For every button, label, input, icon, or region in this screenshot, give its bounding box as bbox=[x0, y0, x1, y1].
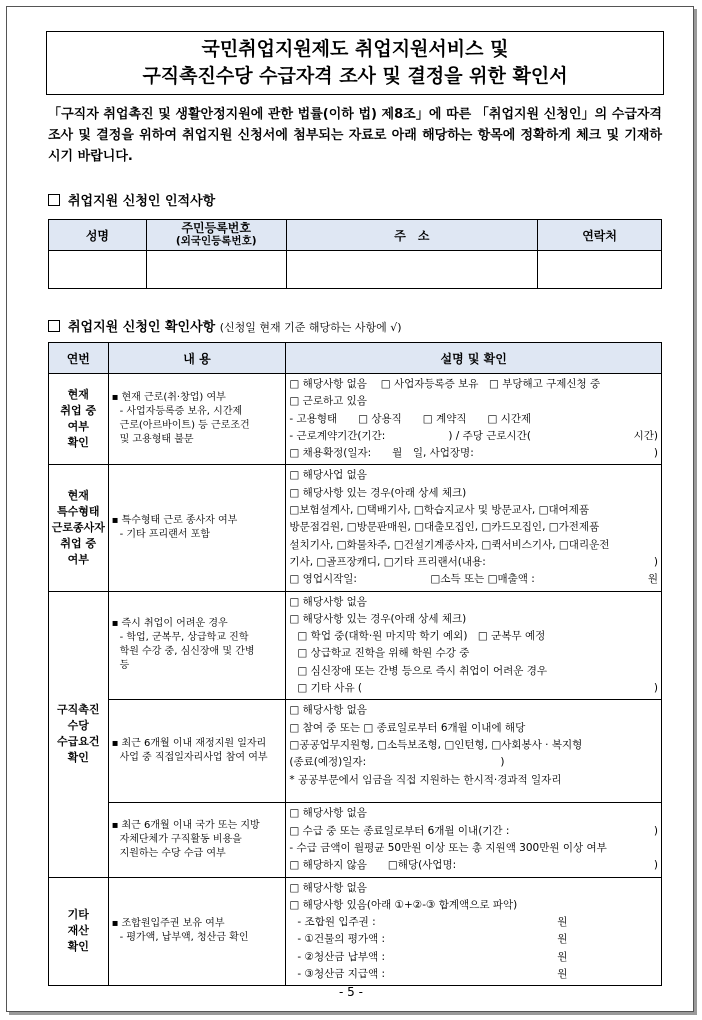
page-number: - 5 - bbox=[339, 985, 363, 999]
name-field[interactable] bbox=[49, 251, 147, 289]
header-rrn-label: 주민등록번호 bbox=[181, 221, 251, 235]
address-field[interactable] bbox=[286, 251, 538, 289]
row3c-content: ▪ 최근 6개월 이내 국가 또는 지방 자체단체가 구직활동 비용을 지원하는 수당 수급 여부 bbox=[108, 803, 286, 877]
row3b-content: ▪ 최근 6개월 이내 재정지원 일자리 사업 중 직접일자리사업 참여 여부 bbox=[108, 700, 286, 803]
row3c-explain[interactable]: □ 해당사항 없음 □ 수급 중 또는 종료일로부터 6개월 이내(기간 : ) - 수급 금액이 월평균 50만원 이상 또는 총 지원액 300만원 이상 여부 □ 해당하지 않음 □해당(사업명: ) bbox=[286, 803, 662, 877]
header-name: 성명 bbox=[49, 220, 147, 251]
row3-label: 구직촉진 수당 수급요건 확인 bbox=[49, 591, 109, 877]
confirmation-table bbox=[48, 342, 662, 986]
row-special-employment bbox=[49, 465, 662, 591]
header-contact: 연락처 bbox=[538, 220, 662, 251]
header-rrn-sub: (외국인등록번호) bbox=[175, 235, 257, 247]
row-job-seeking-a bbox=[49, 591, 662, 700]
document-title bbox=[46, 31, 664, 95]
title-line-2: 구직촉진수당 수급자격 조사 및 결정을 위한 확인서 bbox=[142, 65, 568, 87]
row2-content: ▪ 특수형태 근로 종사자 여부 - 기타 프리랜서 포함 bbox=[108, 465, 286, 591]
title-line-1: 국민취업지원제도 취업지원서비스 및 bbox=[201, 38, 509, 60]
square-bullet-icon bbox=[48, 320, 60, 332]
section2-title: 취업지원 신청인 확인사항 bbox=[68, 320, 216, 335]
row3b-explain[interactable]: □ 해당사항 없음 □ 참여 중 또는 □ 종료일로부터 6개월 이내에 해당 □공공업무지원형, □소득보조형, □인턴형, □사회봉사 · 복지형 (종료(예정)일자: ) * 공공부문에서 임금을 직접 지원하는 한시적·경과적 일자리 bbox=[286, 700, 662, 803]
section1-heading bbox=[48, 190, 215, 209]
section2-note: (신청일 현재 기준 해당하는 사항에 √) bbox=[219, 321, 402, 334]
header-content: 내 용 bbox=[108, 343, 286, 374]
row-other-assets bbox=[49, 877, 662, 986]
header-explain: 설명 및 확인 bbox=[286, 343, 662, 374]
row1-label: 현재 취업 중 여부 확인 bbox=[49, 374, 109, 465]
section2-heading bbox=[48, 316, 402, 335]
row-job-seeking-b bbox=[49, 700, 662, 803]
row3a-explain[interactable]: □ 해당사항 없음 □ 해당사항 있는 경우(아래 상세 체크) □ 학업 중(대학·원 마지막 학기 예외) □ 군복무 예정 □ 상급학교 진학을 위해 학원 수강 중 □ 심신장애 또는 간병 등으로 즉시 취업이 어려운 경우 □ 기타 사유 ( ) bbox=[286, 591, 662, 700]
section1-title: 취업지원 신청인 인적사항 bbox=[68, 194, 216, 209]
applicant-info-table bbox=[48, 219, 662, 289]
header-no: 연번 bbox=[49, 343, 109, 374]
intro-paragraph: 「구직자 취업촉진 및 생활안정지원에 관한 법률(이하 법) 제8조」에 따른 「취업지원 신청인」의 수급자격 조사 및 결정을 위하여 취업지원 신청서에 첨부되는 자료로 아래 해당하는 항목에 정확하게 체크 및 기재하시기 바랍니다. bbox=[48, 107, 662, 164]
row2-explain[interactable]: □ 해당사업 없음 □ 해당사항 있는 경우(아래 상세 체크) □보험설계사, □택배기사, □학습지교사 및 방문교사, □대여제품 방문점검원, □방문판매원, □대출모집인, □카드모집인, □가전제품 설치기사, □화물차주, □건설기계종사자, □퀵서비스기사, □대리운전 기사, □골프장캐디, □기타 프리랜서(내용: ) □ 영업시작일: □소득 또는 □매출액 : 원 bbox=[286, 465, 662, 591]
row1-explain[interactable]: □ 해당사항 없음 □ 사업자등록증 보유 □ 부당해고 구제신청 중 □ 근로하고 있음 - 고용형태 □ 상용직 □ 계약직 □ 시간제 - 근로계약기간(기간: ) / 주당 근로시간( 시간) □ 채용확정(일자: 월 일, 사업장명: ) bbox=[286, 374, 662, 465]
row-current-employment bbox=[49, 374, 662, 465]
header-address: 주 소 bbox=[286, 220, 538, 251]
square-bullet-icon bbox=[48, 194, 60, 206]
row-job-seeking-c bbox=[49, 803, 662, 877]
row1-content: ▪ 현재 근로(취·창업) 여부 - 사업자등록증 보유, 시간제 근로(아르바이트) 등 근로조건 및 고용형태 불문 bbox=[108, 374, 286, 465]
contact-field[interactable] bbox=[538, 251, 662, 289]
header-rrn bbox=[146, 220, 286, 251]
row4-label: 기타 재산 확인 bbox=[49, 877, 109, 986]
row4-content: ▪ 조합원입주권 보유 여부 - 평가액, 납부액, 청산금 확인 bbox=[108, 877, 286, 986]
rrn-field[interactable] bbox=[146, 251, 286, 289]
row4-explain[interactable]: □ 해당사항 없음 □ 해당사항 있음(아래 ①+②-③ 합계액으로 파악) - 조합원 입주권 : 원 - ①건물의 평가액 : 원 - ②청산금 납부액 : 원 - ③청산금 지급액 : 원 bbox=[286, 877, 662, 986]
row3a-content: ▪ 즉시 취업이 어려운 경우 - 학업, 군복무, 상급학교 진학 학원 수강 중, 심신장애 및 간병 등 bbox=[108, 591, 286, 700]
row2-label: 현재 특수형태 근로종사자 취업 중 여부 bbox=[49, 465, 109, 591]
